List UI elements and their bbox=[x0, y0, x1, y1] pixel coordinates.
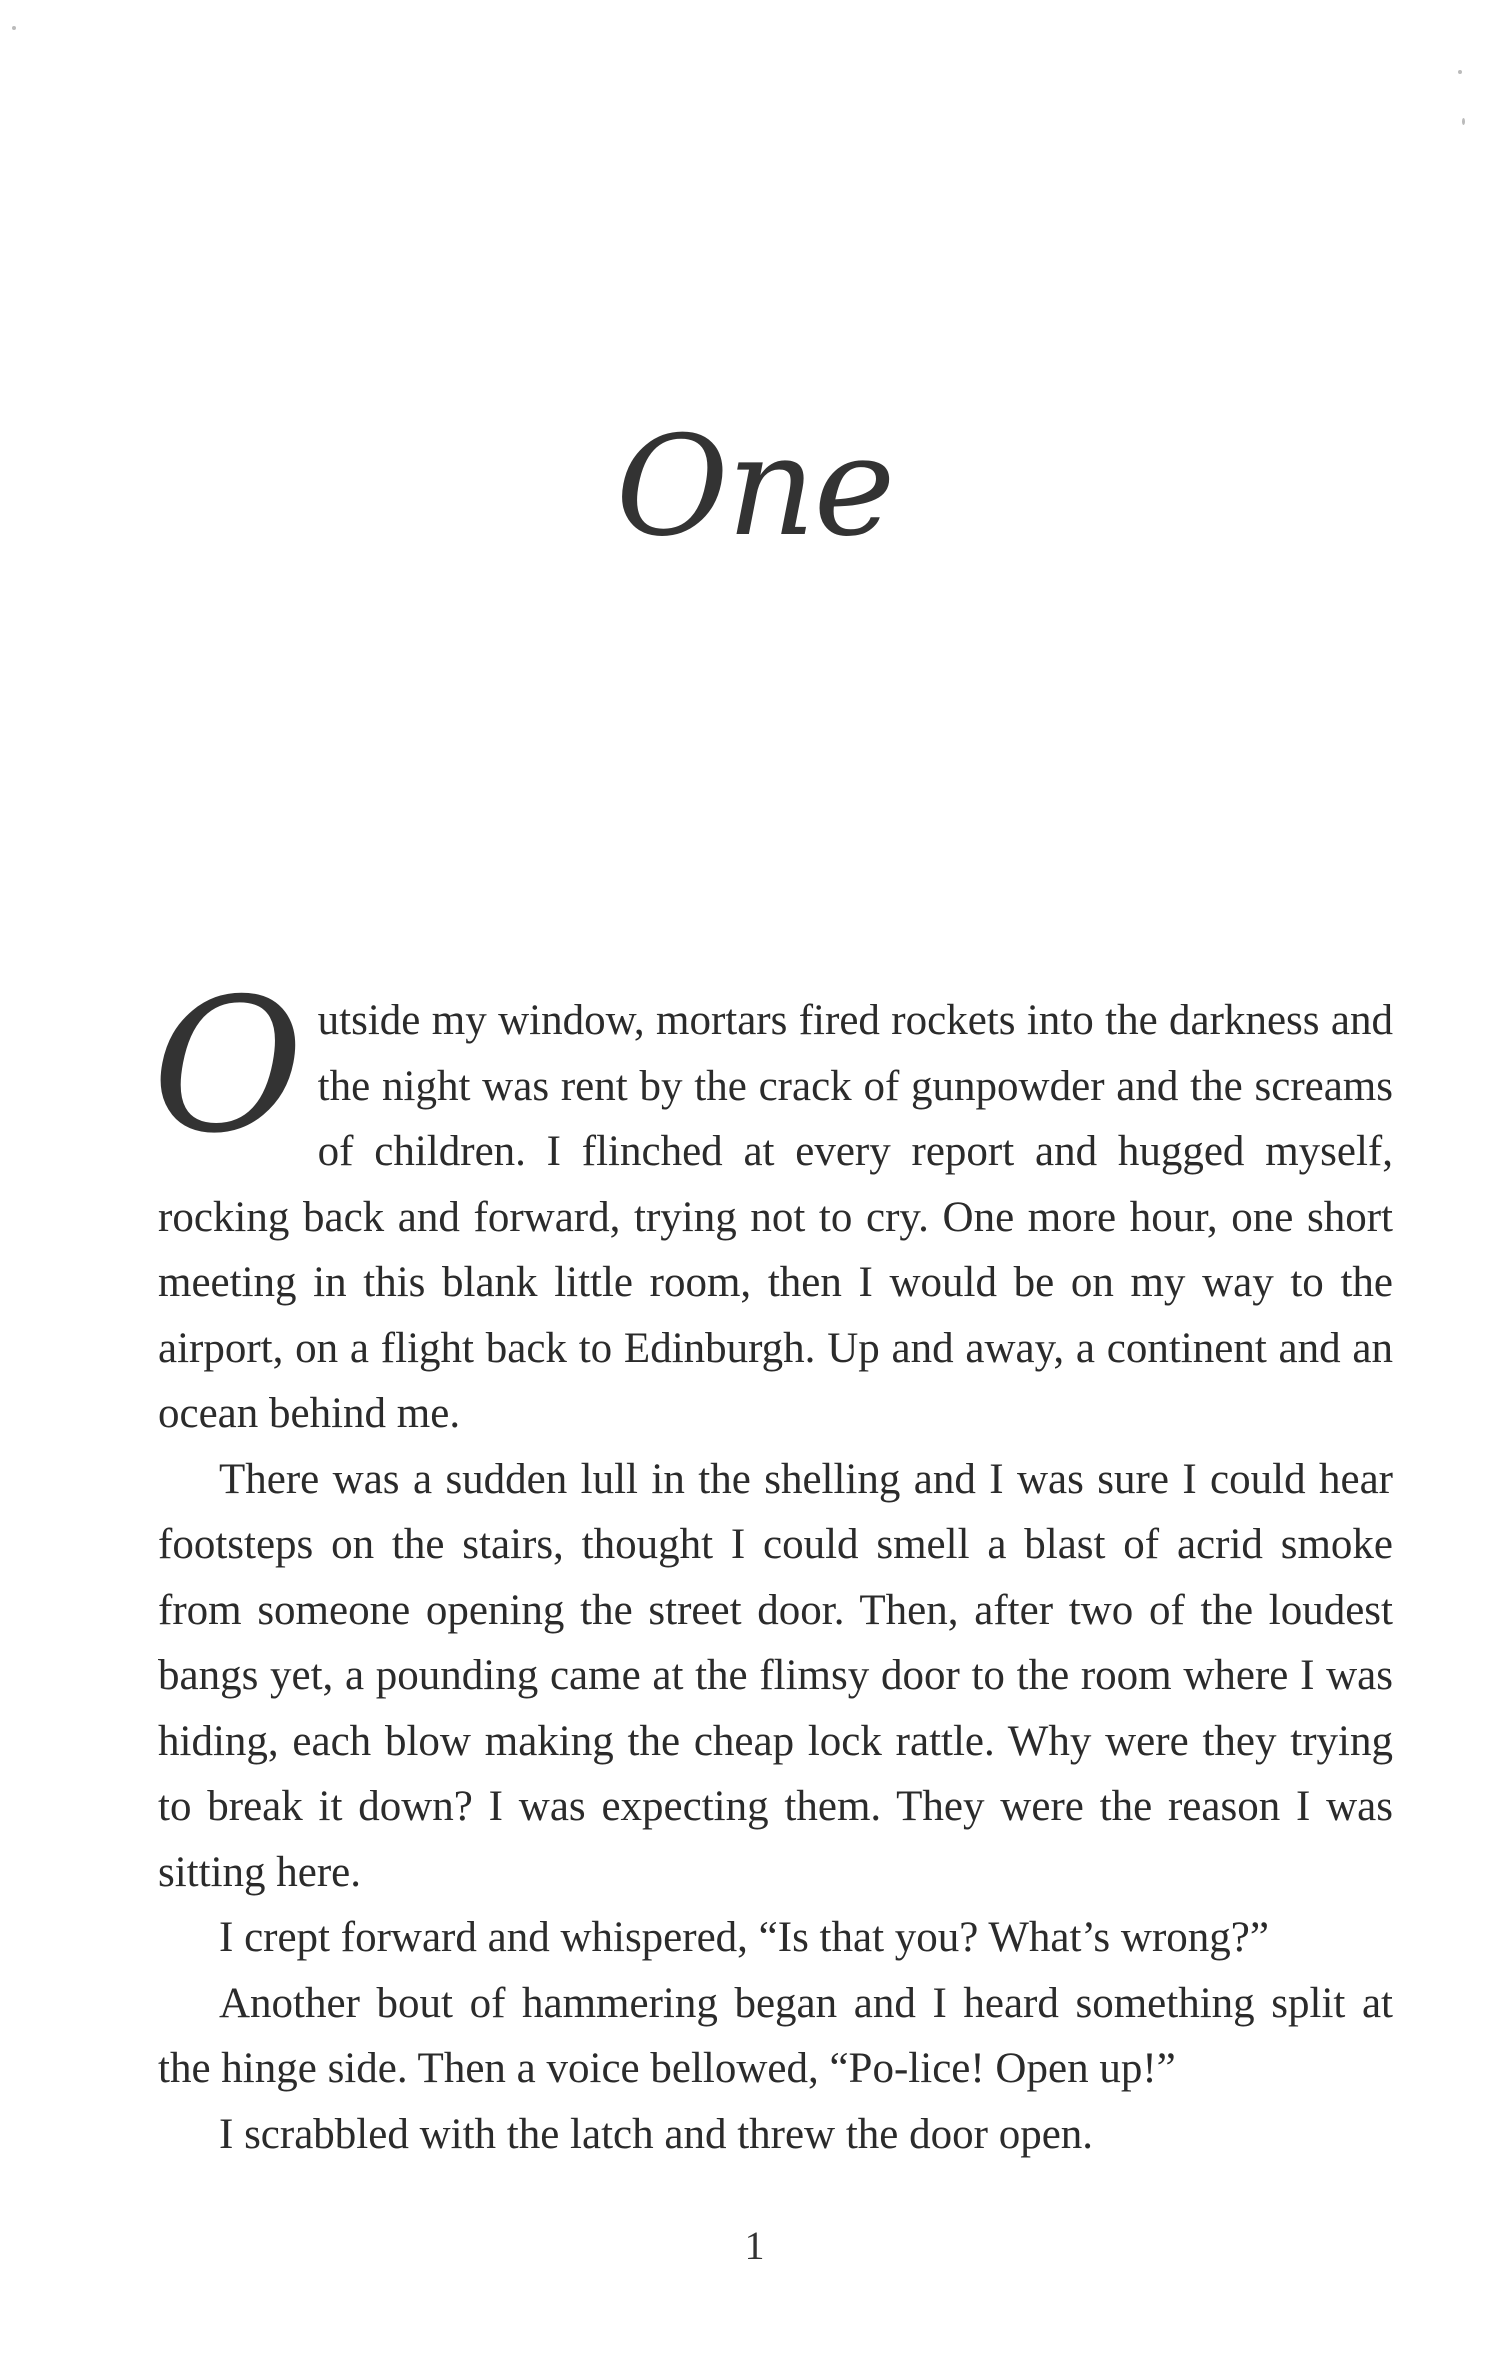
paragraph: I crept forward and whispered, “Is that you? What’s wrong?” bbox=[219, 1914, 1269, 1961]
scan-speck bbox=[1458, 70, 1462, 74]
page-number: 1 bbox=[744, 2223, 765, 2268]
chapter-title: One bbox=[615, 406, 894, 567]
scan-speck bbox=[1462, 118, 1465, 125]
chapter-body bbox=[152, 958, 1393, 2167]
opening-paragraph bbox=[152, 958, 1393, 1447]
paragraph: There was a sudden lull in the shelling and I was sure I could hear footsteps on the stairs, thought I could smell a blast of acrid smoke from someone opening the street door. Then, after two of the loudest bangs yet, a pounding came at the flimsy door to the room where I was hiding, each blow making the cheap lock rattle. Why were they trying to break it down? I was expecting them. They were the reason I was sitting here. bbox=[158, 1455, 1393, 1896]
opening-paragraph-text: utside my window, mortars fired rockets into the darkness and the night was rent by the crack of gunpowder and the screams of children. I flinched at every report and hugged myself, rocking back and forward, trying not to cry. One more hour, one short meeting in this blank little room, then I would be on my way to the airport, on a flight back to Edinburgh. Up and away, a continent and an ocean behind me. bbox=[158, 997, 1393, 1437]
drop-cap: O bbox=[152, 958, 304, 1174]
paragraph: Another bout of hammering began and I heard something split at the hinge side. Then a voice bellowed, “Po-lice! Open up!” bbox=[158, 1979, 1393, 2092]
paragraph: I scrabbled with the latch and threw the door open. bbox=[219, 2110, 1094, 2158]
scan-speck bbox=[12, 26, 16, 30]
